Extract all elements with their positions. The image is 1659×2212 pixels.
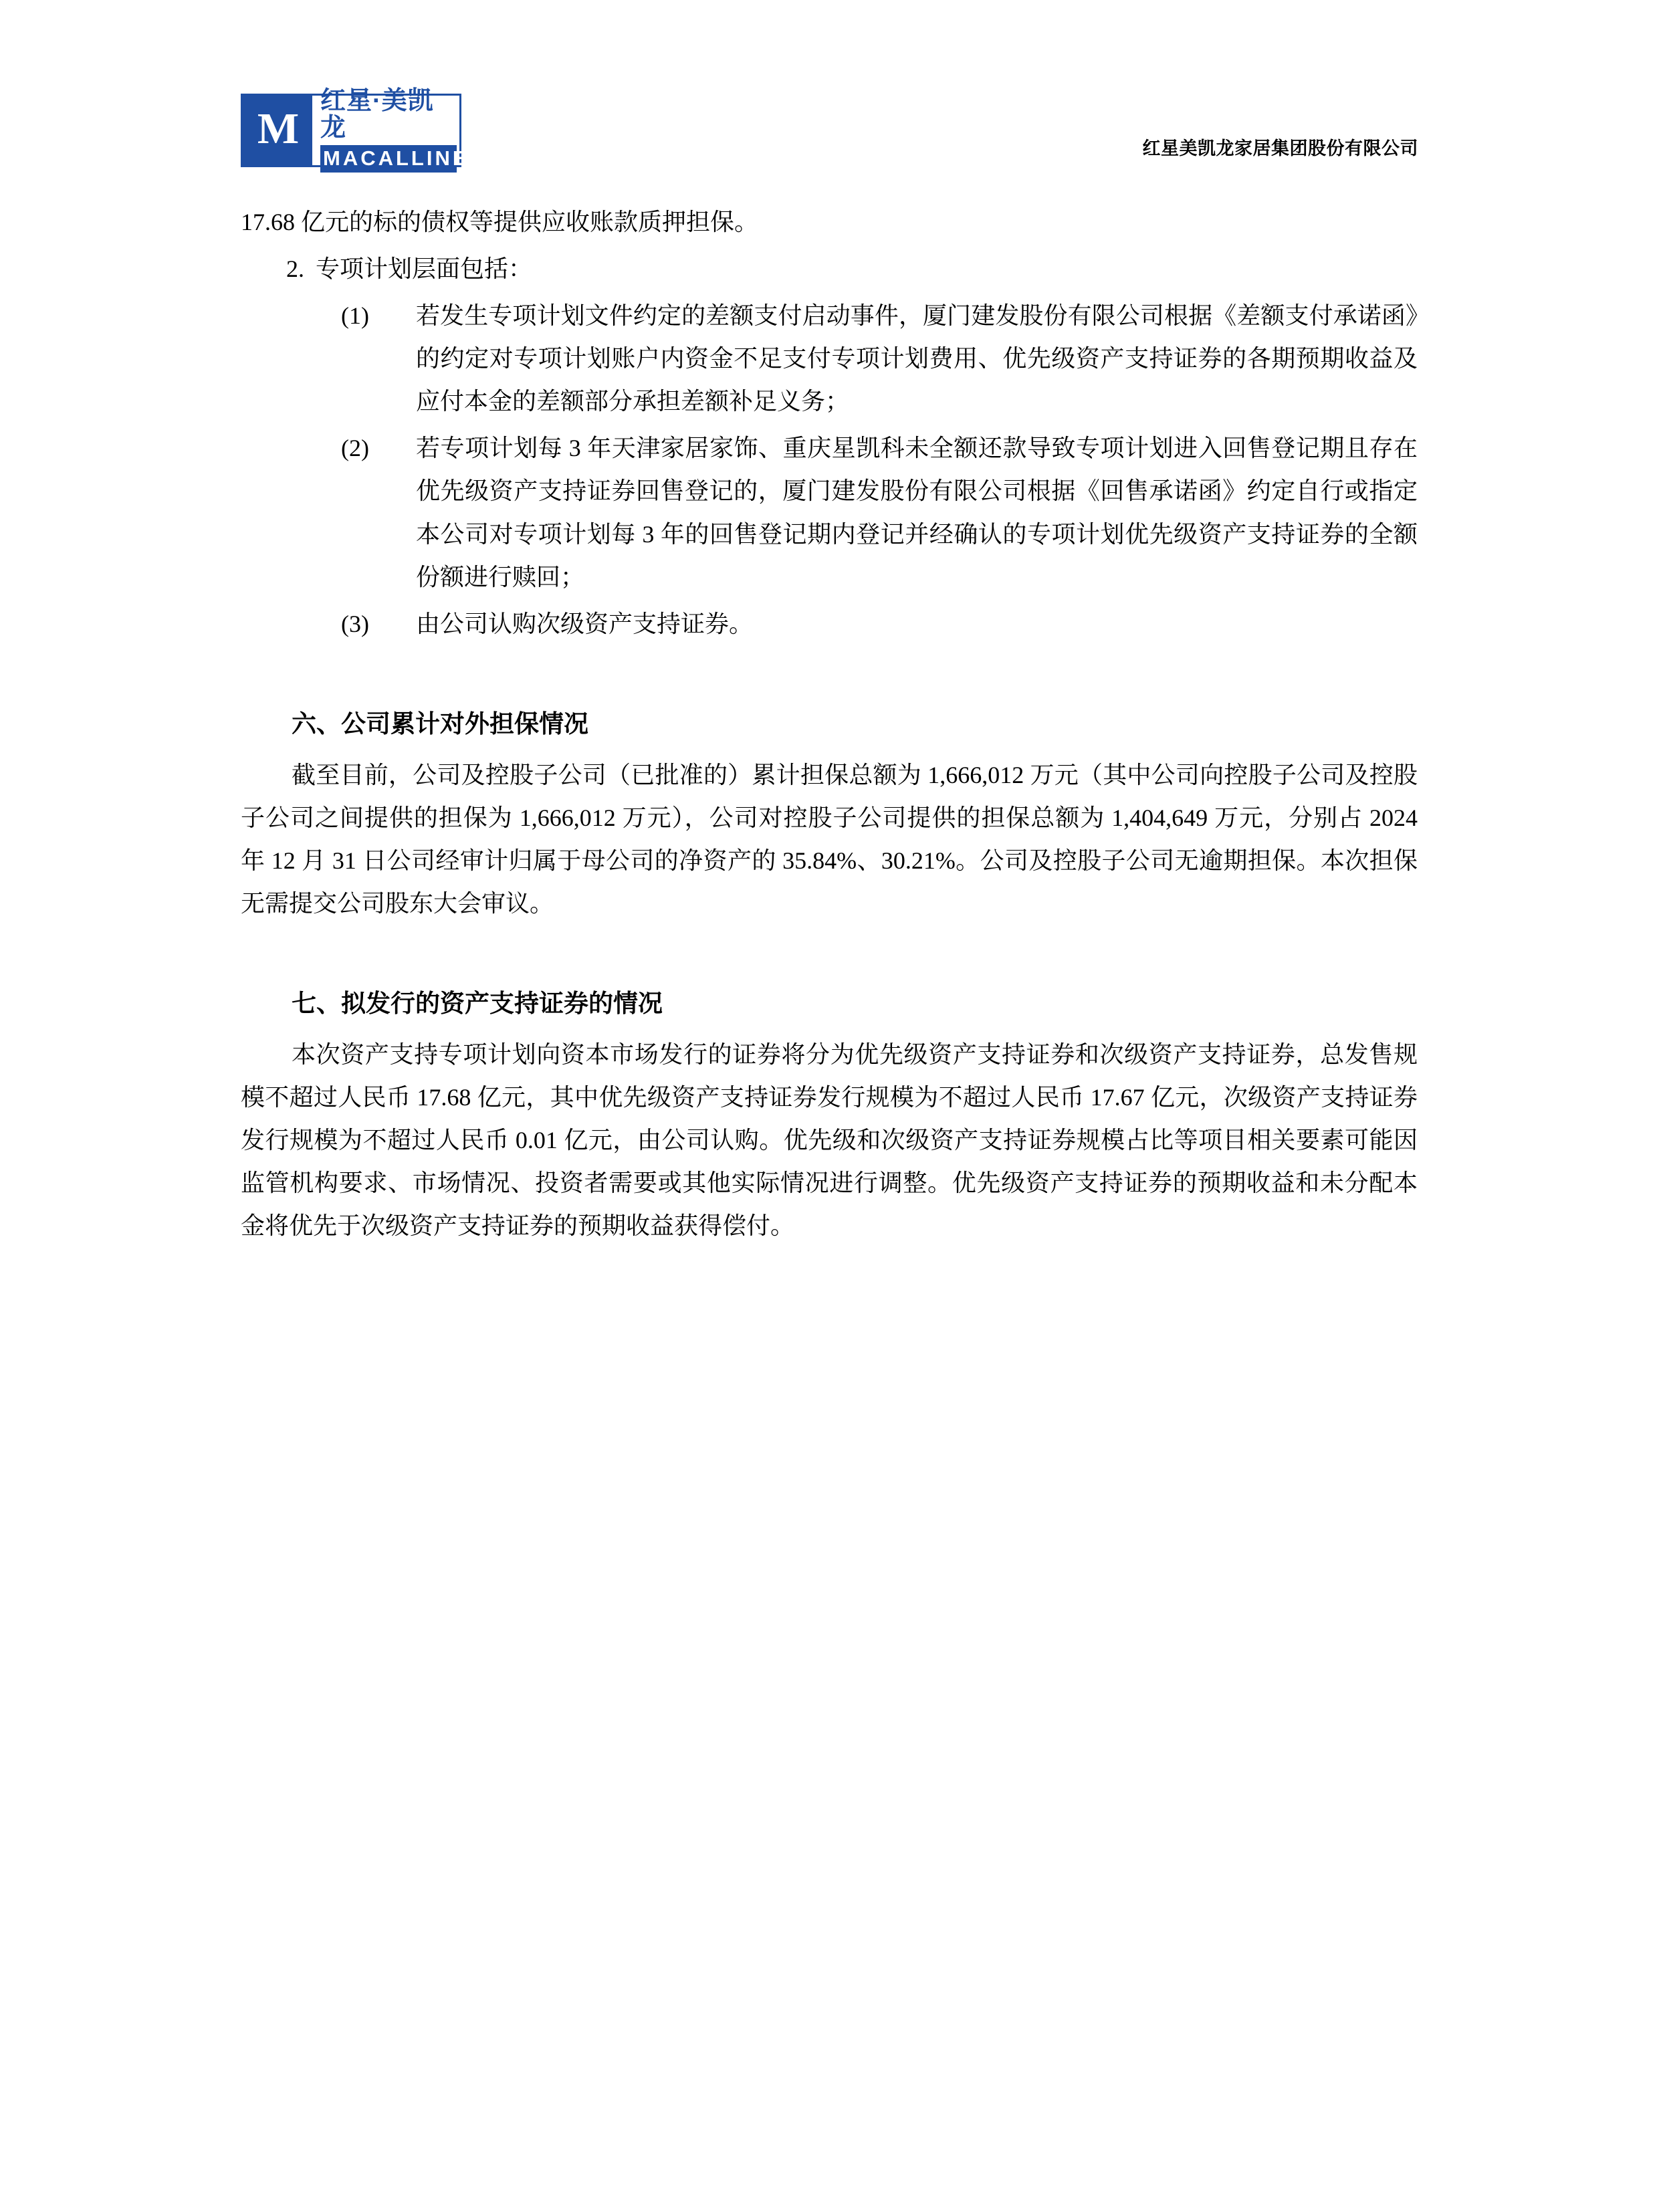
- company-logo: [241, 86, 469, 170]
- logo-mark-icon: [243, 96, 312, 165]
- logo-text-block: [312, 86, 469, 170]
- logo-chinese-name: 红星·美凯龙: [320, 86, 434, 142]
- section-six-body: 截至目前，公司及控股子公司（已批准的）累计担保总额为 1,666,012 万元（其中公司向控股子公司及控股子公司之间提供的担保为 1,666,012 万元），公司对控股子公司提供的担保总额为 1,404,649 万元，分别占 2024 年 12 月 31 日公司经审计归属于母公司的净资产的 35.84%、30.21%。公司及控股子公司无逾期担保。本次担保无需提交公司股东大会审议。: [241, 761, 1418, 917]
- list-item: [241, 602, 1418, 645]
- section-six-title: 六、公司累计对外担保情况: [292, 710, 588, 738]
- continued-paragraph: 17.68 亿元的标的债权等提供应收账款质押担保。: [241, 209, 759, 235]
- sub-item-3-text: 由公司认购次级资产支持证券。: [416, 610, 754, 637]
- section-seven-body: 本次资产支持专项计划向资本市场发行的证券将分为优先级资产支持证券和次级资产支持证券，总发售规模不超过人民币 17.68 亿元，其中优先级资产支持证券发行规模为不超过人民币 17.67 亿元，次级资产支持证券发行规模为不超过人民币 0.01 亿元，由公司认购。优先级和次级资产支持证券规模占比等项目相关要素可能因监管机构要求、市场情况、投资者需要或其他实际情况进行调整。优先级资产支持证券的预期收益和未分配本金将优先于次级资产支持证券的预期收益获得偿付。: [241, 1040, 1418, 1240]
- list-item-2-text: 专项计划层面包括：: [316, 255, 533, 283]
- sub-item-1-marker: (1): [341, 302, 369, 330]
- sub-item-2-marker: (2): [341, 435, 369, 462]
- logo-english-name: MACALLINE: [320, 145, 457, 173]
- section-seven-title: 七、拟发行的资产支持证券的情况: [292, 990, 663, 1018]
- logo-mark-letter: M: [257, 104, 298, 153]
- list-item-2: [241, 247, 1418, 290]
- list-item: [241, 427, 1418, 598]
- document-body: [241, 201, 1418, 1247]
- header-company-name: 红星美凯龙家居集团股份有限公司: [1142, 138, 1418, 158]
- sub-item-1-text: 若发生专项计划文件约定的差额支付启动事件，厦门建发股份有限公司根据《差额支付承诺函》的约定对专项计划账户内资金不足支付专项计划费用、优先级资产支持证券的各期预期收益及应付本金的差额部分承担差额补足义务；: [416, 302, 1418, 415]
- sub-item-3-marker: (3): [341, 610, 369, 637]
- list-item: [241, 294, 1418, 423]
- page-header: [241, 86, 1418, 174]
- sub-item-2-text: 若专项计划每 3 年天津家居家饰、重庆星凯科未全额还款导致专项计划进入回售登记期且存在优先级资产支持证券回售登记的，厦门建发股份有限公司根据《回售承诺函》约定自行或指定本公司对专项计划每 3 年的回售登记期内登记并经确认的专项计划优先级资产支持证券的全额份额进行赎回；: [416, 435, 1418, 590]
- list-item-2-marker: 2.: [286, 255, 304, 283]
